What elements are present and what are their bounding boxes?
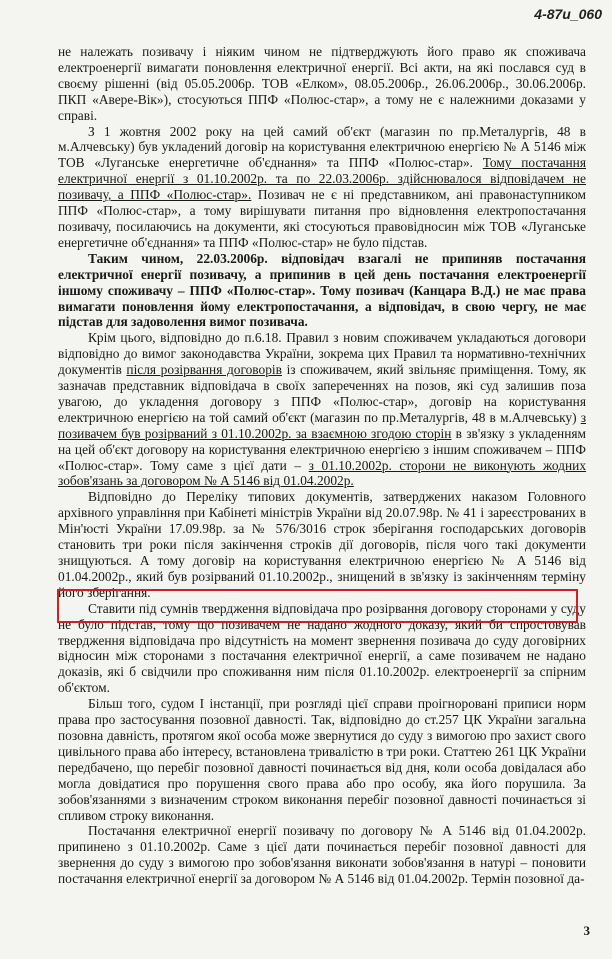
paragraph-2	[58, 124, 586, 251]
paragraph-4-text-b: із споживачем, який звільняє приміщення. Тому, як зазначав представник відповідача в своїх запереченнях на позов, які суд залишив поза увагою, до укладення договору з ППФ «Полюс-стар», договір на користування електричною енергією на той самий об'єкт (магазин по пр.Металургів, 48 в м.Алчевську)	[58, 362, 587, 425]
paragraph-7: Більш того, судом І інстанції, при розгляді цієї справи проігноровані приписи норм права про застосування позовної давності. Так, відповідно до ст.257 ЦК України загальна позовна давність, протягом якої особа може звернутися до суду з вимогою про захист свого цивільного права або інтересу, встановлена тривалістю в три роки. Статтею 261 ЦК України передбачено, що перебіг позовної давності починається від дня, коли особа довідалася або могла довідатися про порушення свого права або про особу, яка його порушила. За зобов'язаннями з визначеним строком виконання перебіг позовної давності починається зі спливом строку виконання.	[58, 696, 586, 823]
paragraph-4-text-c: в зв'язку з укладенням на цей об'єкт договору на користування електричною енергією з іншим споживачем – ППФ «Полюс-стар». Тому саме з цієї дати –	[58, 425, 586, 473]
paragraph-3-conclusion: Таким чином, 22.03.2006р. відповідач взагалі не припиняв постачання електричної енергії позивачу, а припинив в цей день постачання електроенергії іншому споживачу – ППФ «Полюс-стар». Тому позивач (Канцара В.Д.) не має права вимагати поновлення йому електропостачання, а відповідач, в свою чергу, не має підстав для задоволення вимог позивача.	[58, 250, 586, 330]
paragraph-4-text-a: Крім цього, відповідно до п.6.18. Правил з новим споживачем укладаються договори відповідно до вимог законодавства України, зокрема цих Правил та нормативно-технічних документів	[58, 330, 586, 378]
paragraph-6: Ставити під сумнів твердження відповідача про розірвання договору сторонами у суду не було підстав, тому що позивачем не надано жодного доказу, який би спростовував твердження відповідача про відсутність на момент звернення позивача до суду договірних відносин між сторонами з постачання електричної енергії, а саме позивачем не надано доказів, які б свідчили про споживання ним після 01.10.2002р. електроенергії за спірним об'єктом.	[58, 600, 586, 696]
paragraph-5	[58, 489, 586, 600]
page-code: 4-87u_060	[534, 6, 602, 22]
document-body	[58, 44, 586, 887]
paragraph-2-underlined: Тому постачання електричної енергії з 01.10.2002р. та по 22.03.2006р. здійснювалося відповідачем не позивачу, а ППФ «Полюс-стар».	[58, 155, 586, 203]
paragraph-4-underlined-1: після розірвання договорів	[126, 362, 282, 378]
paragraph-5-text-a: Відповідно до Переліку типових документів, затверджених наказом Головного архівного управління при Кабінеті міністрів України від 20.07.98р. № 41 і зареєстрованих в Мін'юсті України 17.09.98р. за № 576/3016 строк зберігання господарських договорів становить три роки після закінчення строків дії договорів, після чого такі документи знищуються. А тому договір на користування електричною енергією № А 5146 від 01.04.2002р.,	[58, 489, 586, 584]
paragraph-4-underlined-2: з позивачем був розірваний з 01.10.2002р. за взаємною згодою сторін	[58, 409, 586, 441]
paragraph-4-underlined-3: з 01.10.2002р. сторони не виконують жодних зобов'язань за договором № А 5146 від 01.04.2002р.	[58, 457, 587, 489]
page-number: 3	[583, 923, 590, 938]
paragraph-2-text-a: З 1 жовтня 2002 року на цей самий об'єкт (магазин по пр.Металургів, 48 в м.Алчевську) був укладений договір на користування електричною енергією № А 5146 між ТОВ «Луганське енергетичне об'єднання» та ППФ «Полюс-стар».	[58, 123, 586, 171]
paragraph-1: не належать позивачу і ніяким чином не підтверджують його право як споживача електроенергії вимагати поновлення електричної енергії. Всі акти, на які послався суд в своєму рішенні (від 05.05.2006р. ТОВ «Елком», 08.05.2006р., 26.06.2006р., 30.06.2006р. ПКП «Авере-Вік»), стосуються ППФ «Полюс-стар», а тому не є належними доказами у справі.	[58, 44, 586, 123]
paragraph-4	[58, 330, 586, 489]
paragraph-8: Постачання електричної енергії позивачу по договору № А 5146 від 01.04.2002р. припинено з 01.10.2002р. Саме з цієї дати починається перебіг позовної давності для звернення до суду з вимогою про зобов'язання виконати зобов'язання в натурі – поновити постачання електричної енергії за договором № А 5146 від 01.04.2002р. Термін позовної да-	[58, 823, 586, 887]
paragraph-5-highlighted: який був розірваний 01.10.2002р., знищений в зв'язку із закінченням терміну його зберігання.	[58, 568, 586, 600]
paragraph-2-text-b: Позивач не є ні представником, ані правонаступником ППФ «Полюс-стар», а тому вирішувати питання про відновлення електропостачання позивачу, посилаючись на документи, які стосуються правовідносин між ТОВ «Луганське енергетичне об'єднання» та ППФ «Полюс-стар» не було підстав.	[58, 187, 587, 250]
